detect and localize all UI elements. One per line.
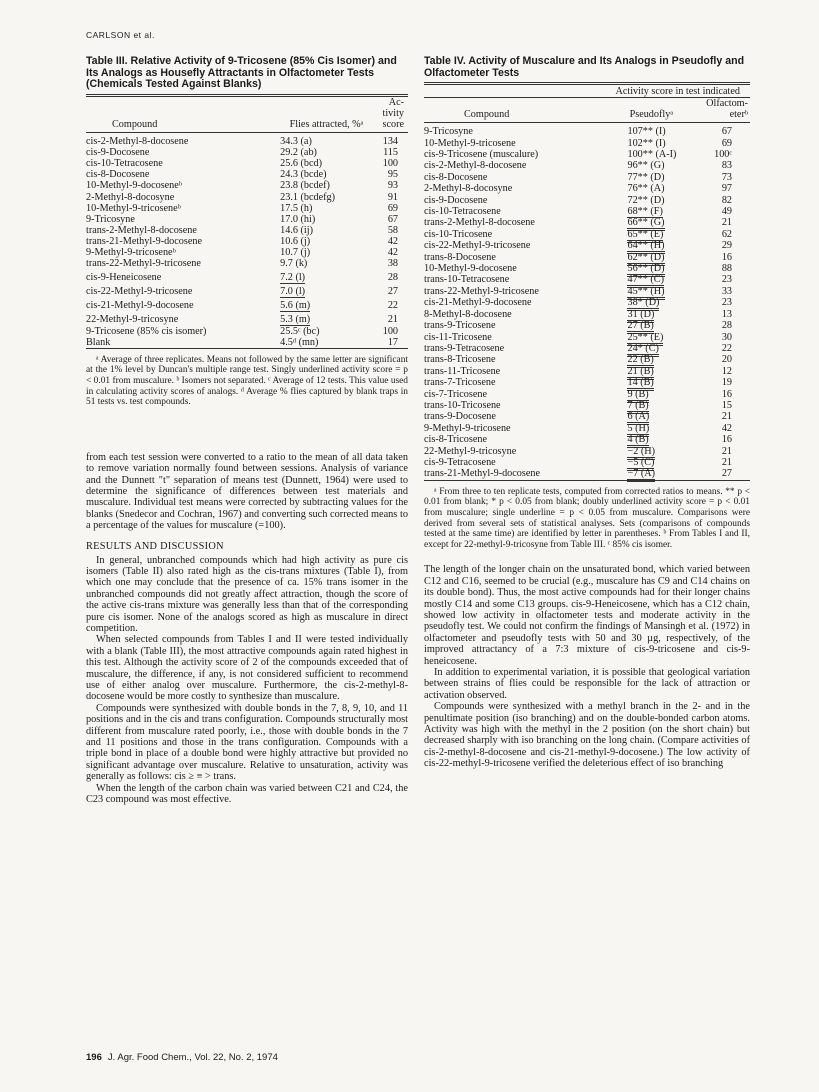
table4-cell-compound: trans-9-Tetracosene bbox=[424, 342, 505, 354]
table3-cell-score: 115 bbox=[383, 147, 398, 159]
table4-row bbox=[424, 354, 750, 365]
table3-header-score: Ac- tivity score bbox=[373, 97, 408, 133]
table4-cell-olfactometer: 21 bbox=[721, 456, 732, 468]
table3-row bbox=[86, 311, 408, 325]
table4-cell-compound: cis-9-Tetracosene bbox=[424, 456, 496, 468]
table3-cell-score: 38 bbox=[387, 258, 398, 270]
table4-cell-olfactometer: 19 bbox=[721, 377, 732, 389]
table4-pseudofly-value: 4 (B) bbox=[627, 434, 648, 448]
table4-pseudofly-value: 7 (B) bbox=[627, 400, 648, 414]
table3-footnote: ᵃ Average of three replicates. Means not followed by the same letter are significant at the 1% level by Duncan's multiple range test. Singly underlined activity score = p < 0.01 from muscalure. ᵇ Isomers not separated. ᶜ Average of 12 tests. This value used in calculating activity scores of analogs. ᵈ Average % flies captured by blank traps in 51 tests vs. test compounds. bbox=[86, 354, 408, 408]
table3-cell-score: 21 bbox=[387, 314, 398, 326]
table3-cell-score: 91 bbox=[387, 191, 398, 203]
table4-row bbox=[424, 400, 750, 411]
table4-cell-pseudofly bbox=[605, 457, 697, 468]
table3-title: Table III. Relative Activity of 9-Tricosene (85% Cis Isomer) and Its Analogs as Housefly Attractants in Olfactometer Tests (Chemicals Tested Against Blanks) bbox=[86, 55, 397, 91]
body-paragraph: from each test session were converted to a ratio to the mean of all data taken to remove variation normally found between sessions. Analysis of variance and the Dunnett "t" separation of means test (Dunnett, 1964) were used to determine the significance of differences between test materials and muscalure. Individual test means were corrected by subtracting values for the blanks (Snedecor and Cochran, 1967) and converting such corrected means to a percentage of the values for muscalure (=100). bbox=[86, 451, 408, 532]
table4-cell-olfactometer: 97 bbox=[721, 183, 732, 195]
table4-pseudofly-value: 62** (D) bbox=[627, 252, 664, 266]
table3-cell-score: 134 bbox=[382, 136, 398, 148]
table3-cell-compound: cis-22-Methyl-9-tricosene bbox=[86, 286, 193, 298]
table4-cell-compound: trans-10-Tetracosene bbox=[424, 274, 510, 286]
table4-cell-pseudofly bbox=[605, 377, 697, 388]
table3-cell-flies bbox=[266, 133, 373, 148]
table3-cell-score: 100 bbox=[382, 158, 398, 170]
table4-header-compound: Compound bbox=[424, 98, 605, 123]
table4-cell-compound: cis-9-Tricosene (muscalure) bbox=[424, 149, 539, 160]
table3-row bbox=[86, 337, 408, 348]
table3-row bbox=[86, 258, 408, 269]
table3-flies-value: 34.3 (a) bbox=[280, 136, 312, 148]
table3-cell-flies bbox=[266, 147, 373, 158]
table3-row bbox=[86, 158, 408, 169]
table4-cell-pseudofly bbox=[605, 400, 697, 411]
table3-flies-value: 5.6 (m) bbox=[280, 300, 311, 312]
table4-row bbox=[424, 195, 750, 206]
discussion-text bbox=[424, 564, 750, 769]
table4-row bbox=[424, 217, 750, 228]
table3-cell-compound: trans-21-Methyl-9-docosene bbox=[86, 235, 202, 247]
table4-cell-olfactometer: 88 bbox=[721, 263, 732, 275]
table4-cell-compound: 9-Tricosyne bbox=[424, 126, 473, 138]
table4-cell-compound: trans-22-Methyl-9-tricosene bbox=[424, 285, 539, 297]
table4-pseudofly-value: 9 (B) bbox=[627, 389, 648, 403]
table4-row bbox=[424, 160, 750, 171]
table3-cell-flies bbox=[266, 258, 373, 269]
table4-cell-compound: cis-7-Tricosene bbox=[424, 388, 487, 400]
table3-cell-flies bbox=[266, 158, 373, 169]
table3-cell-score: 95 bbox=[387, 169, 398, 181]
table3-cell-compound: Blank bbox=[86, 336, 111, 348]
table4-cell-compound: trans-21-Methyl-9-docosene bbox=[424, 468, 540, 480]
table4-cell-olfactometer: 16 bbox=[721, 251, 732, 263]
table4-cell-compound: trans-9-Tricosene bbox=[424, 320, 496, 332]
table3-flies-value: 10.6 (j) bbox=[280, 235, 311, 247]
table3-header-compound: Compound bbox=[86, 97, 266, 133]
table3-flies-value: 23.1 (bcdefg) bbox=[280, 191, 336, 203]
table3-cell-score: 100 bbox=[382, 325, 398, 337]
table4-footnote: ᵃ From three to ten replicate tests, computed from corrected ratios to means. ** p < 0.01 from blank; * p < 0.05 from blank; doubly underlined activity score = p < 0.01 from muscalure; single underline = p < 0.05 from muscalure. Comparisons were derived from several sets of statistical analyses. Sets (comparisons of compounds tested at the same time) are identified by letter in parentheses. ᵇ From Tables I and II, except for 22-methyl-9-tricosyne from Table III. ᶜ 85% cis isomer. bbox=[424, 486, 750, 550]
table4-cell-compound: cis-22-Methyl-9-tricosene bbox=[424, 240, 531, 252]
table4-cell-pseudofly bbox=[605, 332, 697, 343]
table4-cell-olfactometer: 23 bbox=[721, 274, 732, 286]
right-column bbox=[424, 56, 750, 770]
table4-cell-compound: trans-2-Methyl-8-docosene bbox=[424, 217, 535, 229]
table3-cell-compound: 22-Methyl-9-tricosyne bbox=[86, 314, 179, 326]
table4-cell-olfactometer: 15 bbox=[721, 399, 732, 411]
table4-cell-compound: cis-2-Methyl-8-docosene bbox=[424, 160, 527, 172]
table4-pseudofly-value: −7 (A) bbox=[627, 468, 655, 482]
table3-cell-compound: 2-Methyl-8-docosyne bbox=[86, 191, 175, 203]
table3 bbox=[86, 97, 408, 348]
table3-cell-compound: 9-Tricosene (85% cis isomer) bbox=[86, 325, 207, 337]
table4-pseudofly-value: 22 (B) bbox=[627, 354, 653, 368]
table3-flies-value: 29.2 (ab) bbox=[280, 147, 317, 159]
table3-cell-flies bbox=[266, 326, 373, 337]
table4-group-header: Activity score in test indicated bbox=[605, 85, 750, 98]
table4-pseudofly-value: 96** (G) bbox=[627, 160, 665, 172]
page-footer bbox=[86, 1052, 278, 1063]
table3-flies-value: 17.0 (hi) bbox=[280, 213, 316, 225]
table4-cell-pseudofly bbox=[605, 320, 697, 331]
table4-cell-compound: trans-8-Tricosene bbox=[424, 354, 496, 366]
table4-cell-compound: trans-7-Tricosene bbox=[424, 377, 496, 389]
table4-row bbox=[424, 332, 750, 343]
table3-flies-value: 17.5 (h) bbox=[280, 202, 313, 214]
table4-cell-olfactometer: 33 bbox=[721, 285, 732, 297]
table4-row bbox=[424, 366, 750, 377]
table4-pseudofly-value: 66** (G) bbox=[627, 217, 664, 231]
table3-flies-value: 7.2 (l) bbox=[280, 272, 306, 284]
table4-row bbox=[424, 138, 750, 149]
table4-pseudofly-value: 24* (C) bbox=[627, 343, 658, 357]
table4-cell-pseudofly bbox=[605, 195, 697, 206]
table3-cell-score: 58 bbox=[387, 224, 398, 236]
table4-cell-olfactometer: 16 bbox=[721, 434, 732, 446]
table3-row bbox=[86, 283, 408, 297]
table4-cell-compound: 2-Methyl-8-docosyne bbox=[424, 183, 513, 195]
table3-row bbox=[86, 225, 408, 236]
table4-cell-olfactometer: 20 bbox=[721, 354, 732, 366]
table4-cell-pseudofly bbox=[605, 297, 697, 308]
table4-cell-pseudofly bbox=[605, 343, 697, 354]
table4-row bbox=[424, 252, 750, 263]
table4-row bbox=[424, 411, 750, 422]
table3-cell-flies bbox=[266, 297, 373, 311]
table4-cell-olfactometer: 21 bbox=[721, 411, 732, 423]
table4-row bbox=[424, 240, 750, 251]
table4-pseudofly-value: 6 (A) bbox=[627, 411, 649, 425]
table4-cell-pseudofly bbox=[605, 123, 697, 138]
table4-cell-pseudofly bbox=[605, 149, 697, 160]
table4-cell-pseudofly bbox=[605, 309, 697, 320]
table4-cell-olfactometer: 82 bbox=[721, 194, 732, 206]
table4-pseudofly-value: 64** (H) bbox=[627, 240, 664, 254]
table3-bottom-rule bbox=[86, 348, 408, 349]
table3-cell-score: 28 bbox=[387, 272, 398, 284]
table4-header-pseudofly: Pseudoflyᵃ bbox=[605, 98, 697, 123]
table4-cell-olfactometer: 100ᶜ bbox=[714, 149, 732, 160]
table4-cell-olfactometer: 28 bbox=[721, 320, 732, 332]
table3-cell-flies bbox=[266, 192, 373, 203]
table4-cell-pseudofly bbox=[605, 206, 697, 217]
table4-row bbox=[424, 446, 750, 457]
table3-flies-value: 25.6 (bcd) bbox=[280, 158, 323, 170]
body-paragraph: In general, unbranched compounds which had high activity as pure cis isomers (Table II) also rated high as the cis-trans mixtures (Table I), from which one may conclude that the presence of ca. 15% trans isomer in the unbranched compounds did not greatly affect attraction, though the score of the active cis-trans mixture was generally less than that of the corresponding pure cis isomer. None of the analogs scored as high as muscalure in direct competition. bbox=[86, 554, 408, 634]
table3-flies-value: 24.3 (bcde) bbox=[280, 169, 327, 181]
table3-row bbox=[86, 326, 408, 337]
table3-cell-flies bbox=[266, 225, 373, 236]
table3-cell-flies bbox=[266, 214, 373, 225]
table4-row bbox=[424, 457, 750, 468]
journal-citation: J. Agr. Food Chem., Vol. 22, No. 2, 1974 bbox=[107, 1052, 278, 1063]
table3-cell-compound: cis-8-Docosene bbox=[86, 169, 150, 181]
table3-cell-flies bbox=[266, 311, 373, 325]
table4-cell-pseudofly bbox=[605, 240, 697, 251]
body-paragraph: Compounds were synthesized with a methyl branch in the 2- and in the penultimate position (iso branching) and on the double-bonded carbon atoms. Activity was high with the methyl in the 2 position (on the short chain) but decreased sharply with iso branching on the long chain. (Compare activities of cis-2-methyl-8-docosene and cis-21-methyl-9-docosene.) The low activity of cis-22-methyl-9-tricosene verified the deleterious effect of iso branching bbox=[424, 701, 750, 770]
results-text bbox=[86, 555, 408, 806]
left-column bbox=[86, 56, 408, 806]
table4-cell-pseudofly bbox=[605, 354, 697, 365]
table3-cell-compound: 10-Methyl-9-tricoseneᵇ bbox=[86, 202, 181, 214]
table3-cell-score: 67 bbox=[387, 213, 398, 225]
body-paragraph: When the length of the carbon chain was varied between C21 and C24, the C23 compound was most effective. bbox=[86, 782, 408, 806]
table4-pseudofly-value: −2 (H) bbox=[627, 446, 655, 460]
table4-pseudofly-value: 56** (D) bbox=[627, 263, 664, 277]
table4-cell-olfactometer: 21 bbox=[721, 445, 732, 457]
table4-cell-pseudofly bbox=[605, 468, 697, 479]
table4-cell-pseudofly bbox=[605, 423, 697, 434]
section-heading: RESULTS AND DISCUSSION bbox=[86, 540, 224, 552]
table4-cell-olfactometer: 23 bbox=[721, 297, 732, 309]
table3-row bbox=[86, 236, 408, 247]
table3-cell-compound: cis-2-Methyl-8-docosene bbox=[86, 136, 189, 148]
table3-cell-score: 27 bbox=[387, 286, 398, 298]
table3-cell-flies bbox=[266, 203, 373, 214]
table4-cell-pseudofly bbox=[605, 286, 697, 297]
body-paragraph: The length of the longer chain on the unsaturated bond, which varied between C12 and C16, seemed to be crucial (e.g., muscalure has C9 and C14 chains on its double bond). Thus, the most active compounds had for their longer chains mostly C14 and some C13 groups. cis-9-Heneicosene, which has a C12 chain, showed low activity in olfactometer tests and moderate activity in the pseudofly test. We could not confirm the findings of Mansingh et al. (1972) in olfactometer and pseudofly tests with 50 and 30 µg, respectively, of the improved attractancy of a 7:3 mixture of cis-9-tricosene and cis-9-heneicosene. bbox=[424, 564, 750, 667]
table4-cell-compound: 22-Methyl-9-tricosyne bbox=[424, 445, 517, 457]
table3-row bbox=[86, 169, 408, 180]
table3-cell-score: 42 bbox=[387, 247, 398, 258]
table3-cell-score: 42 bbox=[387, 235, 398, 247]
table4-row bbox=[424, 434, 750, 445]
table4-cell-pseudofly bbox=[605, 366, 697, 377]
table3-flies-value: 5.3 (m) bbox=[280, 314, 311, 326]
table4-cell-pseudofly bbox=[605, 411, 697, 422]
table4-cell-olfactometer: 13 bbox=[721, 308, 732, 320]
table4-cell-compound: cis-8-Tricosene bbox=[424, 434, 487, 446]
table4-pseudofly-value: 107** (I) bbox=[627, 126, 666, 138]
table4-row bbox=[424, 286, 750, 297]
table4-cell-compound: cis-21-Methyl-9-docosene bbox=[424, 297, 532, 309]
table4-pseudofly-value: 21 (B) bbox=[627, 366, 653, 380]
table4-pseudofly-value: 72** (D) bbox=[627, 194, 665, 206]
table4-bottom-rule bbox=[424, 480, 750, 481]
table4-header-olfactometer: Olfactom- eterᵇ bbox=[697, 98, 750, 123]
table3-cell-flies bbox=[266, 283, 373, 297]
table3-cell-flies bbox=[266, 269, 373, 283]
table3-flies-value: 7.0 (l) bbox=[280, 286, 306, 298]
table4-pseudofly-value: 102** (I) bbox=[627, 137, 666, 149]
table4-row bbox=[424, 123, 750, 138]
table4-cell-olfactometer: 49 bbox=[721, 206, 732, 218]
body-paragraph: Compounds were synthesized with double bonds in the 7, 8, 9, 10, and 11 positions and in the cis and trans configuration. Compounds structurally most different from muscalure rated poorly, i.e., those with double bonds in the 7 and 11 positions and those in the trans configuration. Compounds with a triple bond in place of a double bond were highly attractive but provided no significant advantage over muscalure. Relative to unsaturation, activity was generally as follows: cis ≥ ≡ > trans. bbox=[86, 702, 408, 783]
table4-cell-pseudofly bbox=[605, 434, 697, 445]
table4-row bbox=[424, 183, 750, 194]
table4-row bbox=[424, 263, 750, 274]
table4-title: Table IV. Activity of Muscalure and Its Analogs in Pseudofly and Olfactometer Tests bbox=[424, 55, 745, 79]
table4-cell-compound: trans-10-Tricosene bbox=[424, 399, 501, 411]
table4-cell-olfactometer: 29 bbox=[721, 240, 732, 252]
table3-row bbox=[86, 297, 408, 311]
table4-cell-pseudofly bbox=[605, 172, 697, 183]
table4-row bbox=[424, 320, 750, 331]
table4 bbox=[424, 85, 750, 480]
table4-cell-compound: cis-10-Tetracosene bbox=[424, 206, 501, 218]
table4-pseudofly-value: 38* (D) bbox=[627, 297, 659, 311]
table4-pseudofly-value: 14 (B) bbox=[627, 377, 653, 391]
table4-cell-olfactometer: 12 bbox=[721, 365, 732, 377]
table3-cell-compound: cis-9-Docosene bbox=[86, 147, 150, 159]
table4-pseudofly-value: 65** (E) bbox=[627, 229, 663, 243]
table3-row bbox=[86, 214, 408, 225]
table3-header-flies: Flies attracted, %ᵃ bbox=[266, 97, 373, 133]
table4-cell-pseudofly bbox=[605, 263, 697, 274]
table4-cell-olfactometer: 16 bbox=[721, 388, 732, 400]
table4-row bbox=[424, 377, 750, 388]
table4-cell-compound: cis-8-Docosene bbox=[424, 171, 488, 183]
table4-pseudofly-value: 45** (H) bbox=[627, 286, 664, 300]
page-number: 196 bbox=[86, 1052, 102, 1063]
table4-pseudofly-value: 47** (C) bbox=[627, 274, 664, 288]
table4-pseudofly-value: 5 (H) bbox=[627, 423, 649, 437]
table4-cell-compound: trans-8-Docosene bbox=[424, 251, 496, 263]
table4-cell-compound: cis-9-Docosene bbox=[424, 194, 488, 206]
table3-cell-score: 17 bbox=[387, 336, 398, 348]
table3-row bbox=[86, 192, 408, 203]
table4-cell-compound: cis-11-Tricosene bbox=[424, 331, 492, 343]
table4-cell-pseudofly bbox=[605, 446, 697, 457]
table3-cell-compound: trans-22-Methyl-9-tricosene bbox=[86, 258, 201, 270]
table3-cell-flies bbox=[266, 180, 373, 191]
table4-cell-compound: 9-Methyl-9-tricosene bbox=[424, 422, 511, 434]
table3-row bbox=[86, 269, 408, 283]
table4-row bbox=[424, 343, 750, 354]
table4-cell-compound: 10-Methyl-9-docosene bbox=[424, 263, 517, 275]
table4-cell-pseudofly bbox=[605, 160, 697, 171]
body-paragraph: When selected compounds from Tables I and II were tested individually with a blank (Table III), the most attractive compounds again rated highest in this test. Although the activity score of 2 of the compounds exceeded that of muscalure, the difference, if any, is not considered sufficient to recommend use of either analog over muscalure. Furthermore, the cis-2-methyl-8-docosene would be more costly to synthesize than muscalure. bbox=[86, 634, 408, 703]
table4-pseudofly-value: −5 (C) bbox=[627, 457, 654, 471]
table4-cell-olfactometer: 83 bbox=[721, 160, 732, 172]
table4-pseudofly-value: 68** (F) bbox=[627, 206, 663, 218]
table4-cell-olfactometer: 73 bbox=[721, 171, 732, 183]
table3-cell-score: 93 bbox=[387, 180, 398, 192]
methods-text bbox=[86, 452, 408, 532]
table4-row bbox=[424, 309, 750, 320]
table3-cell-compound: trans-2-Methyl-8-docosene bbox=[86, 224, 197, 236]
table3-row bbox=[86, 133, 408, 148]
table3-cell-compound: cis-9-Heneicosene bbox=[86, 272, 162, 284]
table4-cell-compound: cis-10-Tricosene bbox=[424, 228, 493, 240]
table4-row bbox=[424, 274, 750, 285]
table3-flies-value: 4.5ᵈ (mn) bbox=[280, 336, 319, 348]
table4-pseudofly-value: 31 (D) bbox=[627, 309, 654, 323]
table4-cell-compound: trans-11-Tricosene bbox=[424, 365, 501, 377]
table4-cell-olfactometer: 69 bbox=[721, 137, 732, 149]
table4-row bbox=[424, 172, 750, 183]
table4-cell-olfactometer: 22 bbox=[721, 342, 732, 354]
table4-row bbox=[424, 149, 750, 160]
table4-cell-pseudofly bbox=[605, 138, 697, 149]
table4-row bbox=[424, 389, 750, 400]
table3-cell-score: 69 bbox=[387, 202, 398, 214]
table4-cell-olfactometer: 30 bbox=[721, 331, 732, 343]
table4-row bbox=[424, 206, 750, 217]
table4-cell-pseudofly bbox=[605, 274, 697, 285]
table4-row bbox=[424, 297, 750, 308]
table3-flies-value: 14.6 (ij) bbox=[280, 224, 313, 236]
table3-cell-compound: 10-Methyl-9-docoseneᵇ bbox=[86, 180, 182, 192]
table4-cell-compound: 8-Methyl-8-docosene bbox=[424, 308, 512, 320]
table4-cell-olfactometer: 42 bbox=[721, 422, 732, 434]
table3-cell-flies bbox=[266, 169, 373, 180]
body-paragraph: In addition to experimental variation, it is possible that geological variation between strains of flies could be responsible for the lack of attraction or activation observed. bbox=[424, 667, 750, 701]
table3-flies-value: 25.5ᶜ (bc) bbox=[280, 325, 320, 337]
table3-cell-flies bbox=[266, 337, 373, 348]
table4-cell-pseudofly bbox=[605, 183, 697, 194]
table3-cell-compound: cis-21-Methyl-9-docosene bbox=[86, 300, 194, 312]
table4-cell-pseudofly bbox=[605, 252, 697, 263]
table4-cell-olfactometer: 67 bbox=[721, 126, 732, 138]
table4-row bbox=[424, 468, 750, 479]
table3-cell-flies bbox=[266, 247, 373, 258]
table4-cell-olfactometer: 62 bbox=[721, 228, 732, 240]
table3-cell-score: 22 bbox=[387, 300, 398, 312]
table4-cell-olfactometer: 21 bbox=[721, 217, 732, 229]
table4-row bbox=[424, 229, 750, 240]
table3-cell-flies bbox=[266, 236, 373, 247]
table3-flies-value: 10.7 (j) bbox=[280, 247, 311, 258]
table4-pseudofly-value: 27 (B) bbox=[627, 320, 653, 334]
running-head: CARLSON et al. bbox=[86, 30, 155, 40]
table3-flies-value: 23.8 (bcdef) bbox=[280, 180, 330, 192]
table3-row bbox=[86, 247, 408, 258]
table4-cell-pseudofly bbox=[605, 217, 697, 228]
table4-cell-olfactometer: 27 bbox=[721, 468, 732, 480]
table4-cell-compound: 10-Methyl-9-tricosene bbox=[424, 137, 516, 149]
table4-pseudofly-value: 76** (A) bbox=[627, 183, 665, 195]
table4-row bbox=[424, 423, 750, 434]
table3-cell-compound: 9-Methyl-9-tricoseneᵇ bbox=[86, 247, 176, 258]
table4-pseudofly-value: 100** (A-I) bbox=[627, 149, 677, 160]
table3-row bbox=[86, 203, 408, 214]
table4-pseudofly-value: 25** (E) bbox=[627, 332, 663, 346]
table4-cell-pseudofly bbox=[605, 229, 697, 240]
table3-row bbox=[86, 180, 408, 191]
table3-row bbox=[86, 147, 408, 158]
table3-cell-compound: cis-10-Tetracosene bbox=[86, 158, 163, 170]
table3-cell-compound: 9-Tricosyne bbox=[86, 213, 135, 225]
table4-cell-compound: trans-9-Docosene bbox=[424, 411, 496, 423]
table4-pseudofly-value: 77** (D) bbox=[627, 171, 665, 183]
table3-flies-value: 9.7 (k) bbox=[280, 258, 308, 270]
